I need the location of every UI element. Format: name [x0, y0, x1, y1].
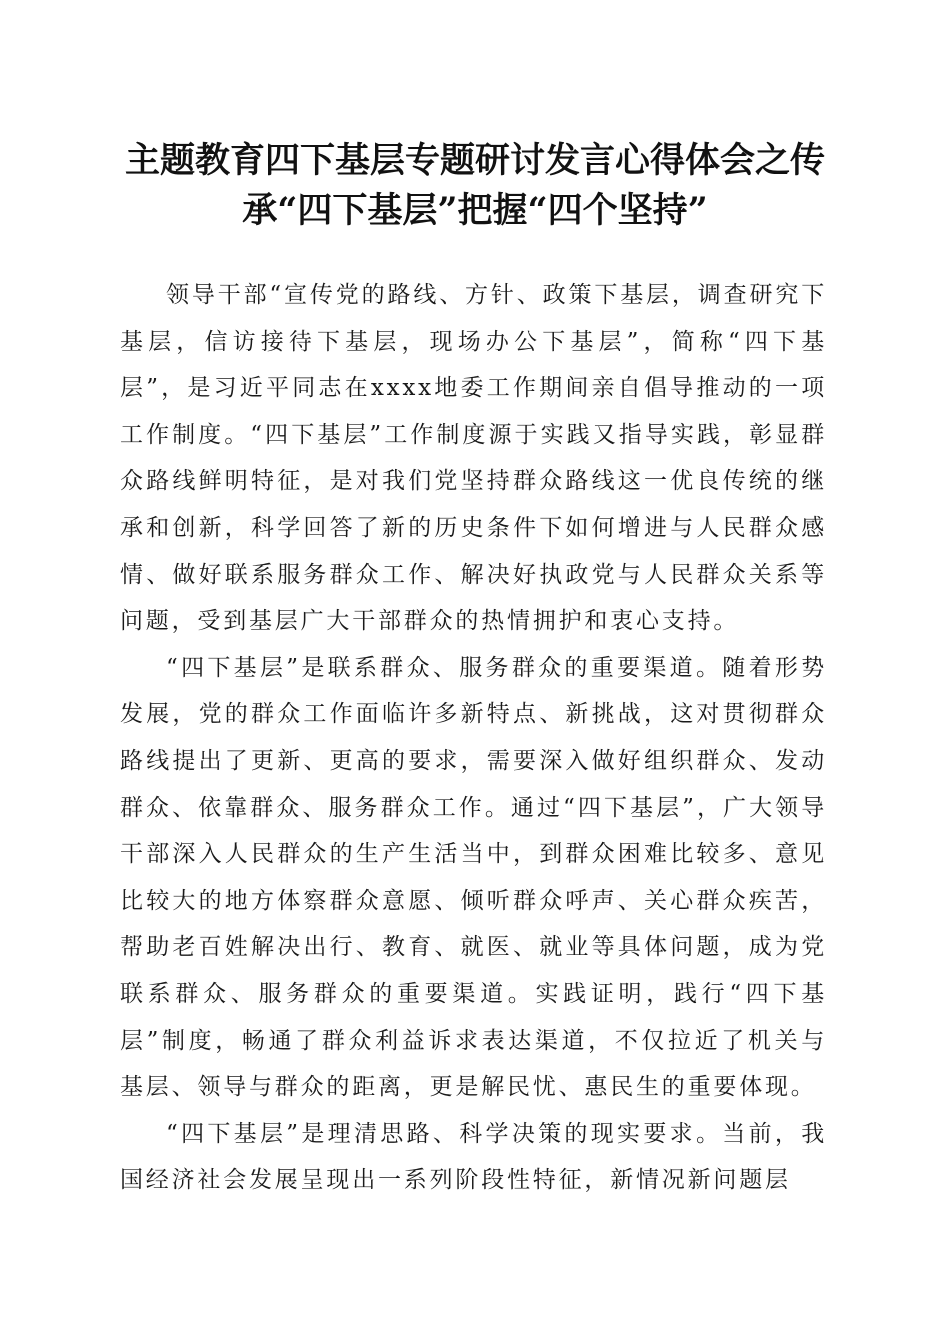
- paragraph-1: 领导干部“宣传党的路线、方针、政策下基层，调查研究下基层，信访接待下基层，现场办公下基层”，简称“四下基层”，是习近平同志在xxxx地委工作期间亲自倡导推动的一项工作制度。“四下基层”工作制度源于实践又指导实践，彰显群众路线鲜明特征，是对我们党坚持群众路线这一优良传统的继承和创新，科学回答了新的历史条件下如何增进与人民群众感情、做好联系服务群众工作、解决好执政党与人民群众关系等问题，受到基层广大干部群众的热情拥护和衷心支持。: [120, 282, 827, 635]
- paragraph-2: “四下基层”是联系群众、服务群众的重要渠道。随着形势发展，党的群众工作面临许多新特点、新挑战，这对贯彻群众路线提出了更新、更高的要求，需要深入做好组织群众、发动群众、依靠群众、服务群众工作。通过“四下基层”，广大领导干部深入人民群众的生产生活当中，到群众困难比较多、意见比较大的地方体察群众意愿、倾听群众呼声、关心群众疾苦，帮助老百姓解决出行、教育、就医、就业等具体问题，成为党联系群众、服务群众的重要渠道。实践证明，践行“四下基层”制度，畅通了群众利益诉求表达渠道，不仅拉近了机关与基层、领导与群众的距离，更是解民忧、惠民生的重要体现。: [120, 654, 827, 1101]
- document-body: [120, 272, 827, 1204]
- document-title: 主题教育四下基层专题研讨发言心得体会之传承“四下基层”把握“四个坚持”: [124, 140, 825, 231]
- paragraph-3: “四下基层”是理清思路、科学决策的现实要求。当前，我国经济社会发展呈现出一系列阶段性特征，新情况新问题层: [120, 1120, 827, 1194]
